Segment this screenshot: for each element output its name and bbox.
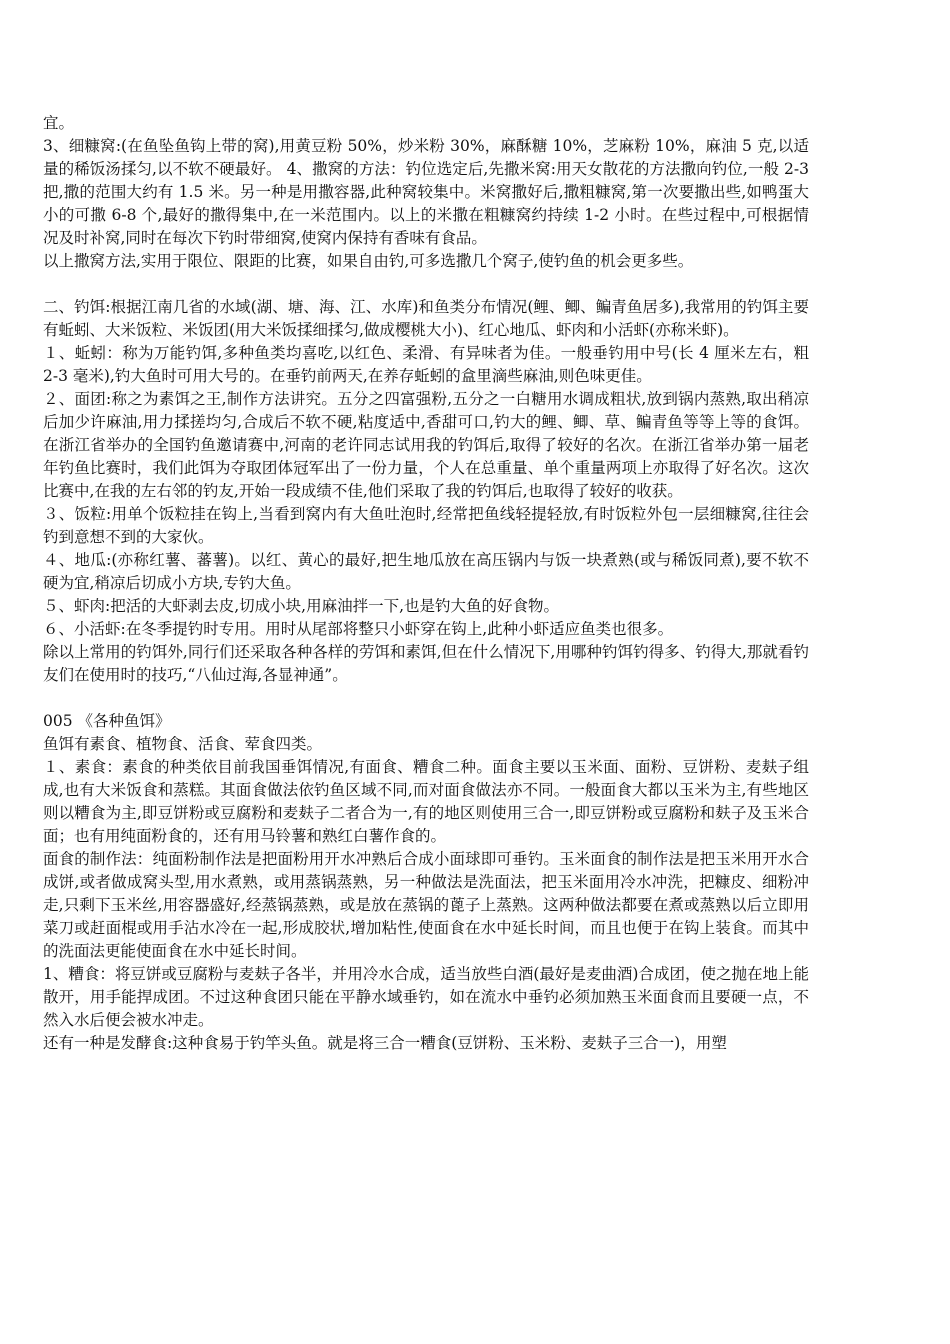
blank-line <box>43 687 809 710</box>
paragraph-9: ４、地瓜:(亦称红薯、蕃薯)。以红、黄心的最好,把生地瓜放在高压锅内与饭一块煮熟(或与稀饭同煮),要不软不硬为宜,稍凉后切成小方块,专钓大鱼。 <box>43 551 809 592</box>
paragraph-8: ３、饭粒:用单个饭粒挂在钩上,当看到窝内有大鱼吐泡时,经常把鱼线轻提轻放,有时饭粒外包一层细糠窝,往往会钓到意想不到的大家伙。 <box>43 505 809 546</box>
paragraph-5: 二、钓饵:根据江南几省的水域(湖、塘、海、江、水库)和鱼类分布情况(鲤、鲫、鳊青鱼居多),我常用的钓饵主要有蚯蚓、大米饭粒、米饭团(用大米饭揉细揉匀,做成樱桃大小)、红心地瓜、虾肉和小活虾(亦称米虾)。 <box>43 298 809 339</box>
paragraph-7: ２、面团:称之为素饵之王,制作方法讲究。五分之四富强粉,五分之一白糖用水调成粗状,放到锅内蒸熟,取出稍凉后加少许麻油,用力揉搓均匀,合成后不软不硬,粘度适中,香甜可口,钓大的鲤、鲫、草、鳊青鱼等等上等的食饵。在浙江省举办的全国钓鱼邀请赛中,河南的老许同志试用我的钓饵后,取得了较好的名次。在浙江省举办第一届老年钓鱼比赛时，我们此饵为夺取团体冠军出了一份力量，个人在总重量、单个重量两项上亦取得了好名次。这次比赛中,在我的左右邻的钓友,开始一段成绩不佳,他们采取了我的钓饵后,也取得了较好的收获。 <box>43 390 809 500</box>
blank-line <box>43 273 809 296</box>
paragraph-11: ６、小活虾:在冬季提钓时专用。用时从尾部将整只小虾穿在钩上,此种小虾适应鱼类也很多。 <box>43 620 674 638</box>
paragraph-2: 3、细糠窝:(在鱼坠鱼钩上带的窝),用黄豆粉 50%，炒米粉 30%，麻酥糖 10%，芝麻粉 10%，麻油 5 克,以适量的稀饭汤揉匀,以不软不硬最好。 4、撒窝的方法：钓位选定后,先撒米窝:用天女散花的方法撒向钓位,一般 2-3 把,撒的范围大约有 1.5 米。另一种是用撒容器,此种窝较集中。米窝撒好后,撒粗糠窝,第一次要撒出些,如鸭蛋大小的可撒 6-8 个,最好的撒得集中,在一米范围内。以上的米撒在粗糠窝约持续 1-2 小时。在些过程中,可根据情况及时补窝,同时在每次下钓时带细窝,使窝内保持有香味有食品。 <box>43 137 809 247</box>
paragraph-12: 除以上常用的钓饵外,同行们还采取各种各样的劳饵和素饵,但在什么情况下,用哪种钓饵钓得多、钓得大,那就看钓友们在使用时的技巧,“八仙过海,各显神通”。 <box>43 643 809 684</box>
section-heading: 005 《各种鱼饵》 <box>43 712 171 730</box>
paragraph-17: 面食的制作法：纯面粉制作法是把面粉用开水冲熟后合成小面球即可垂钓。玉米面食的制作法是把玉米用开水合成饼,或者做成窝头型,用水煮熟，或用蒸锅蒸熟，另一种做法是洗面法，把玉米面用冷水冲洗，把糠皮、细粉冲走,只剩下玉米丝,用容器盛好,经蒸锅蒸熟，或是放在蒸锅的蓖子上蒸熟。这两种做法都要在煮或蒸熟以后立即用菜刀或赶面棍或用手沾水冷在一起,形成胶状,增加粘性,使面食在水中延长时间，而且也便于在钩上装食。而其中的洗面法更能使面食在水中延长时间。 <box>43 850 809 960</box>
paragraph-1: 宜。 <box>43 114 75 132</box>
paragraph-18: 1、糟食：将豆饼或豆腐粉与麦麸子各半，并用冷水合成，适当放些白酒(最好是麦曲酒)合成团，使之抛在地上能散开，用手能捍成团。不过这种食团只能在平静水域垂钓，如在流水中垂钓必须加熟玉米面食而且要硬一点，不然入水后便会被水冲走。 <box>43 965 809 1029</box>
paragraph-15: 鱼饵有素食、植物食、活食、荤食四类。 <box>43 735 323 753</box>
paragraph-3: 以上撒窝方法,实用于限位、限距的比赛，如果自由钓,可多选撒几个窝子,使钓鱼的机会更多些。 <box>43 252 694 270</box>
paragraph-16: １、素食：素食的种类依目前我国垂饵情况,有面食、糟食二种。面食主要以玉米面、面粉、豆饼粉、麦麸子组成,也有大米饭食和蒸糕。其面食做法依钓鱼区域不同,而对面食做法亦不同。一般面食大都以玉米为主,有些地区则以糟食为主,即豆饼粉或豆腐粉和麦麸子二者合为一,有的地区则使用三合一,即豆饼粉或豆腐粉和麸子及玉米合面；也有用纯面粉食的，还有用马铃薯和熟红白薯作食的。 <box>43 758 809 845</box>
paragraph-19: 还有一种是发酵食:这种食易于钓竿头鱼。就是将三合一糟食(豆饼粉、玉米粉、麦麸子三合一)，用塑 <box>43 1034 727 1052</box>
paragraph-6: １、蚯蚓：称为万能钓饵,多种鱼类均喜吃,以红色、柔滑、有异味者为佳。一般垂钓用中号(长 4 厘米左右，粗 2-3 毫米),钓大鱼时可用大号的。在垂钓前两天,在养存蚯蚓的盒里滴些麻油,则色味更佳。 <box>43 344 809 385</box>
document-page <box>43 112 809 1055</box>
paragraph-10: ５、虾肉:把活的大虾剥去皮,切成小块,用麻油拌一下,也是钓大鱼的好食物。 <box>43 597 560 615</box>
